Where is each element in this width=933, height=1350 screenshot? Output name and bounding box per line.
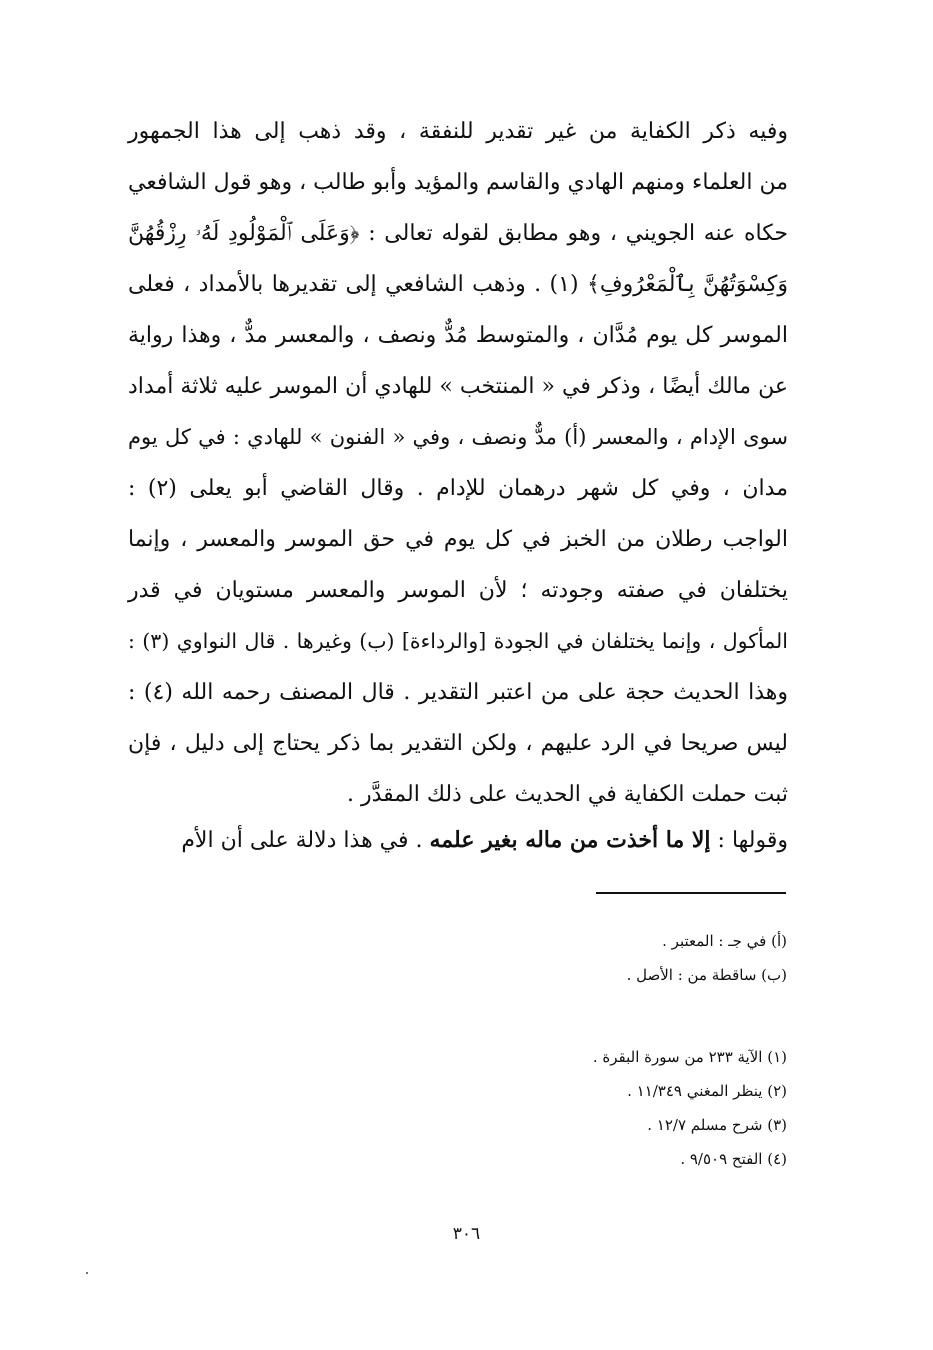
- body-line: وهذا الحديث حجة على من اعتبر التقدير . قال المصنف رحمه الله (٤) :: [128, 680, 788, 705]
- body-line: من العلماء ومنهم الهادي والقاسم والمؤيد وأبو طالب ، وهو قول الشافعي: [128, 170, 788, 195]
- body-line: المأكول ، وإنما يختلفان في الجودة [والرداءة] (ب) وغيرها . قال النواوي (٣) :: [128, 629, 789, 653]
- variant-note: (أ) في جـ : المعتبر .: [662, 932, 787, 950]
- footnote-divider: [596, 892, 786, 894]
- variant-notes: [627, 924, 787, 992]
- reference-note: (١) الآية ٢٣٣ من سورة البقرة .: [592, 1048, 787, 1066]
- reference-note: (٣) شرح مسلم ١٢/٧ .: [647, 1116, 787, 1134]
- scan-speck: [86, 1272, 88, 1274]
- main-paragraph: [128, 106, 788, 820]
- body-line: الموسر كل يوم مُدَّان ، والمتوسط مُدٌّ ونصف ، والمعسر مدٌّ ، وهذا رواية: [128, 323, 788, 348]
- body-line: الواجب رطلان من الخبز في كل يوم في حق الموسر والمعسر ، وإنما: [128, 527, 788, 552]
- body-line: سوى الإدام ، والمعسر (أ) مدٌّ ونصف ، وفي « الفنون » للهادي : في كل يوم: [128, 425, 788, 449]
- hadith-quote: إلا ما أخذت من ماله بغير علمه: [429, 827, 711, 853]
- body-line: يختلفان في صفته وجودته ؛ لأن الموسر والمعسر مستويان في قدر: [128, 578, 788, 603]
- page-number: ٣٠٦: [452, 1224, 481, 1244]
- body-line: وفيه ذكر الكفاية من غير تقدير للنفقة ، وقد ذهب إلى هذا الجمهور: [128, 119, 788, 144]
- body-line: حكاه عنه الجويني ، وهو مطابق لقوله تعالى : ﴿وَعَلَى ٱلْمَوْلُودِ لَهُۥ رِزْقُهُنَّ: [128, 221, 788, 246]
- body-line: مدان ، وفي كل شهر درهمان للإدام . وقال القاضي أبو يعلى (٢) :: [128, 476, 788, 501]
- variant-note: (ب) ساقطة من : الأصل .: [626, 966, 787, 984]
- body-line: وَكِسْوَتُهُنَّ بِٱلْمَعْرُوفِ﴾ (١) . وذهب الشافعي إلى تقديرها بالأمداد ، فعلى: [128, 272, 788, 297]
- body-line: ثبت حملت الكفاية في الحديث على ذلك المقدَّر .: [347, 782, 788, 807]
- body-line: ليس صريحا في الرد عليهم ، ولكن التقدير بما ذكر يحتاج إلى دليل ، فإن: [128, 731, 788, 756]
- reference-note: (٢) ينظر المغني ١١/٣٤٩ .: [627, 1082, 787, 1100]
- reference-note: (٤) الفتح ٩/٥٠٩ .: [680, 1150, 787, 1168]
- reference-notes: [593, 1040, 787, 1176]
- para2-suffix: . في هذا دلالة على أن الأم: [181, 828, 430, 853]
- second-paragraph: [128, 815, 788, 866]
- body-line: عن مالك أيضًا ، وذكر في « المنتخب » للهادي أن الموسر عليه ثلاثة أمداد: [128, 374, 788, 399]
- para2-prefix: وقولها :: [710, 828, 788, 853]
